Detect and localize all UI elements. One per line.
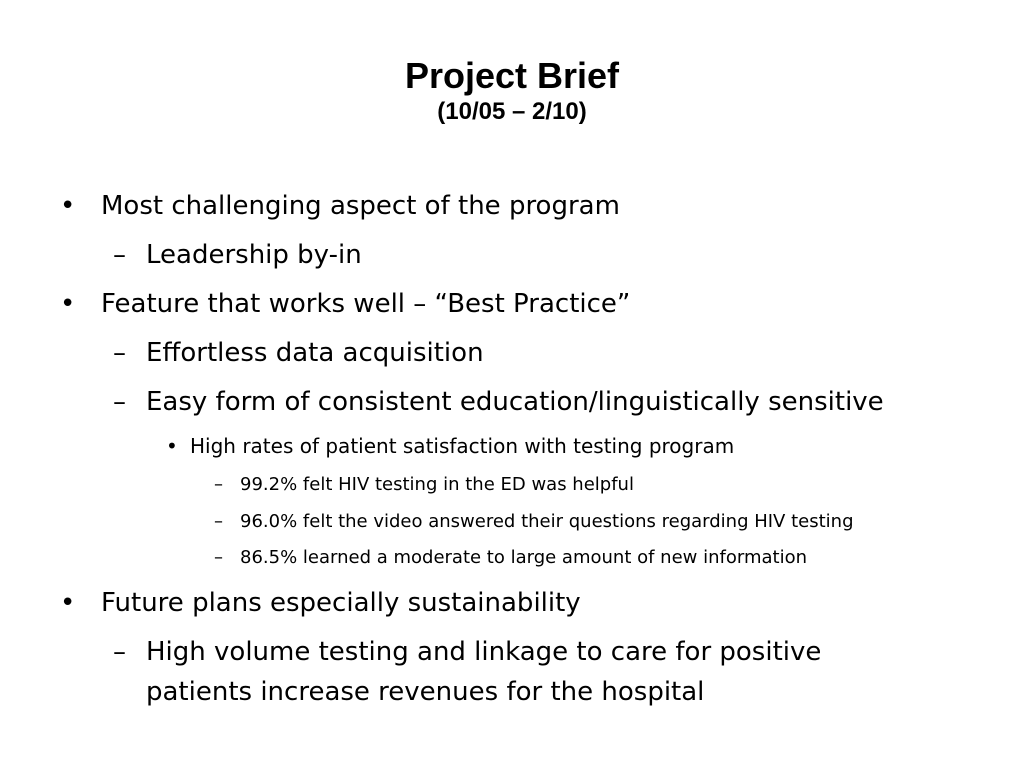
bullet-text-level2: Effortless data acquisition [146,338,484,368]
slide-subtitle: (10/05 – 2/10) [437,98,587,125]
dash-marker: – [113,387,126,417]
bullet-marker: • [166,434,178,458]
bullet-text-level2: Easy form of consistent education/linguistically sensitive [146,387,884,417]
bullet-text-level2-continuation: patients increase revenues for the hospital [146,677,705,707]
bullet-marker: • [60,289,76,319]
bullet-text-level3: High rates of patient satisfaction with testing program [190,434,735,458]
bullet-text-level1: Future plans especially sustainability [101,588,581,618]
dash-marker: – [113,240,126,270]
bullet-text-level2: Leadership by-in [146,240,362,270]
bullet-text-level4: 96.0% felt the video answered their questions regarding HIV testing [240,511,854,532]
dash-marker: – [214,474,223,495]
bullet-text-level4: 86.5% learned a moderate to large amount of new information [240,547,807,568]
bullet-text-level1: Most challenging aspect of the program [101,191,620,221]
bullet-marker: • [60,191,76,221]
bullet-text-level2: High volume testing and linkage to care for positive [146,637,822,667]
dash-marker: – [214,511,223,532]
bullet-text-level4: 99.2% felt HIV testing in the ED was helpful [240,474,634,495]
bullet-text-level1: Feature that works well – “Best Practice” [101,289,631,319]
slide-title: Project Brief [404,55,620,96]
dash-marker: – [113,338,126,368]
bullet-marker: • [60,588,76,618]
dash-marker: – [113,637,126,667]
dash-marker: – [214,547,223,568]
